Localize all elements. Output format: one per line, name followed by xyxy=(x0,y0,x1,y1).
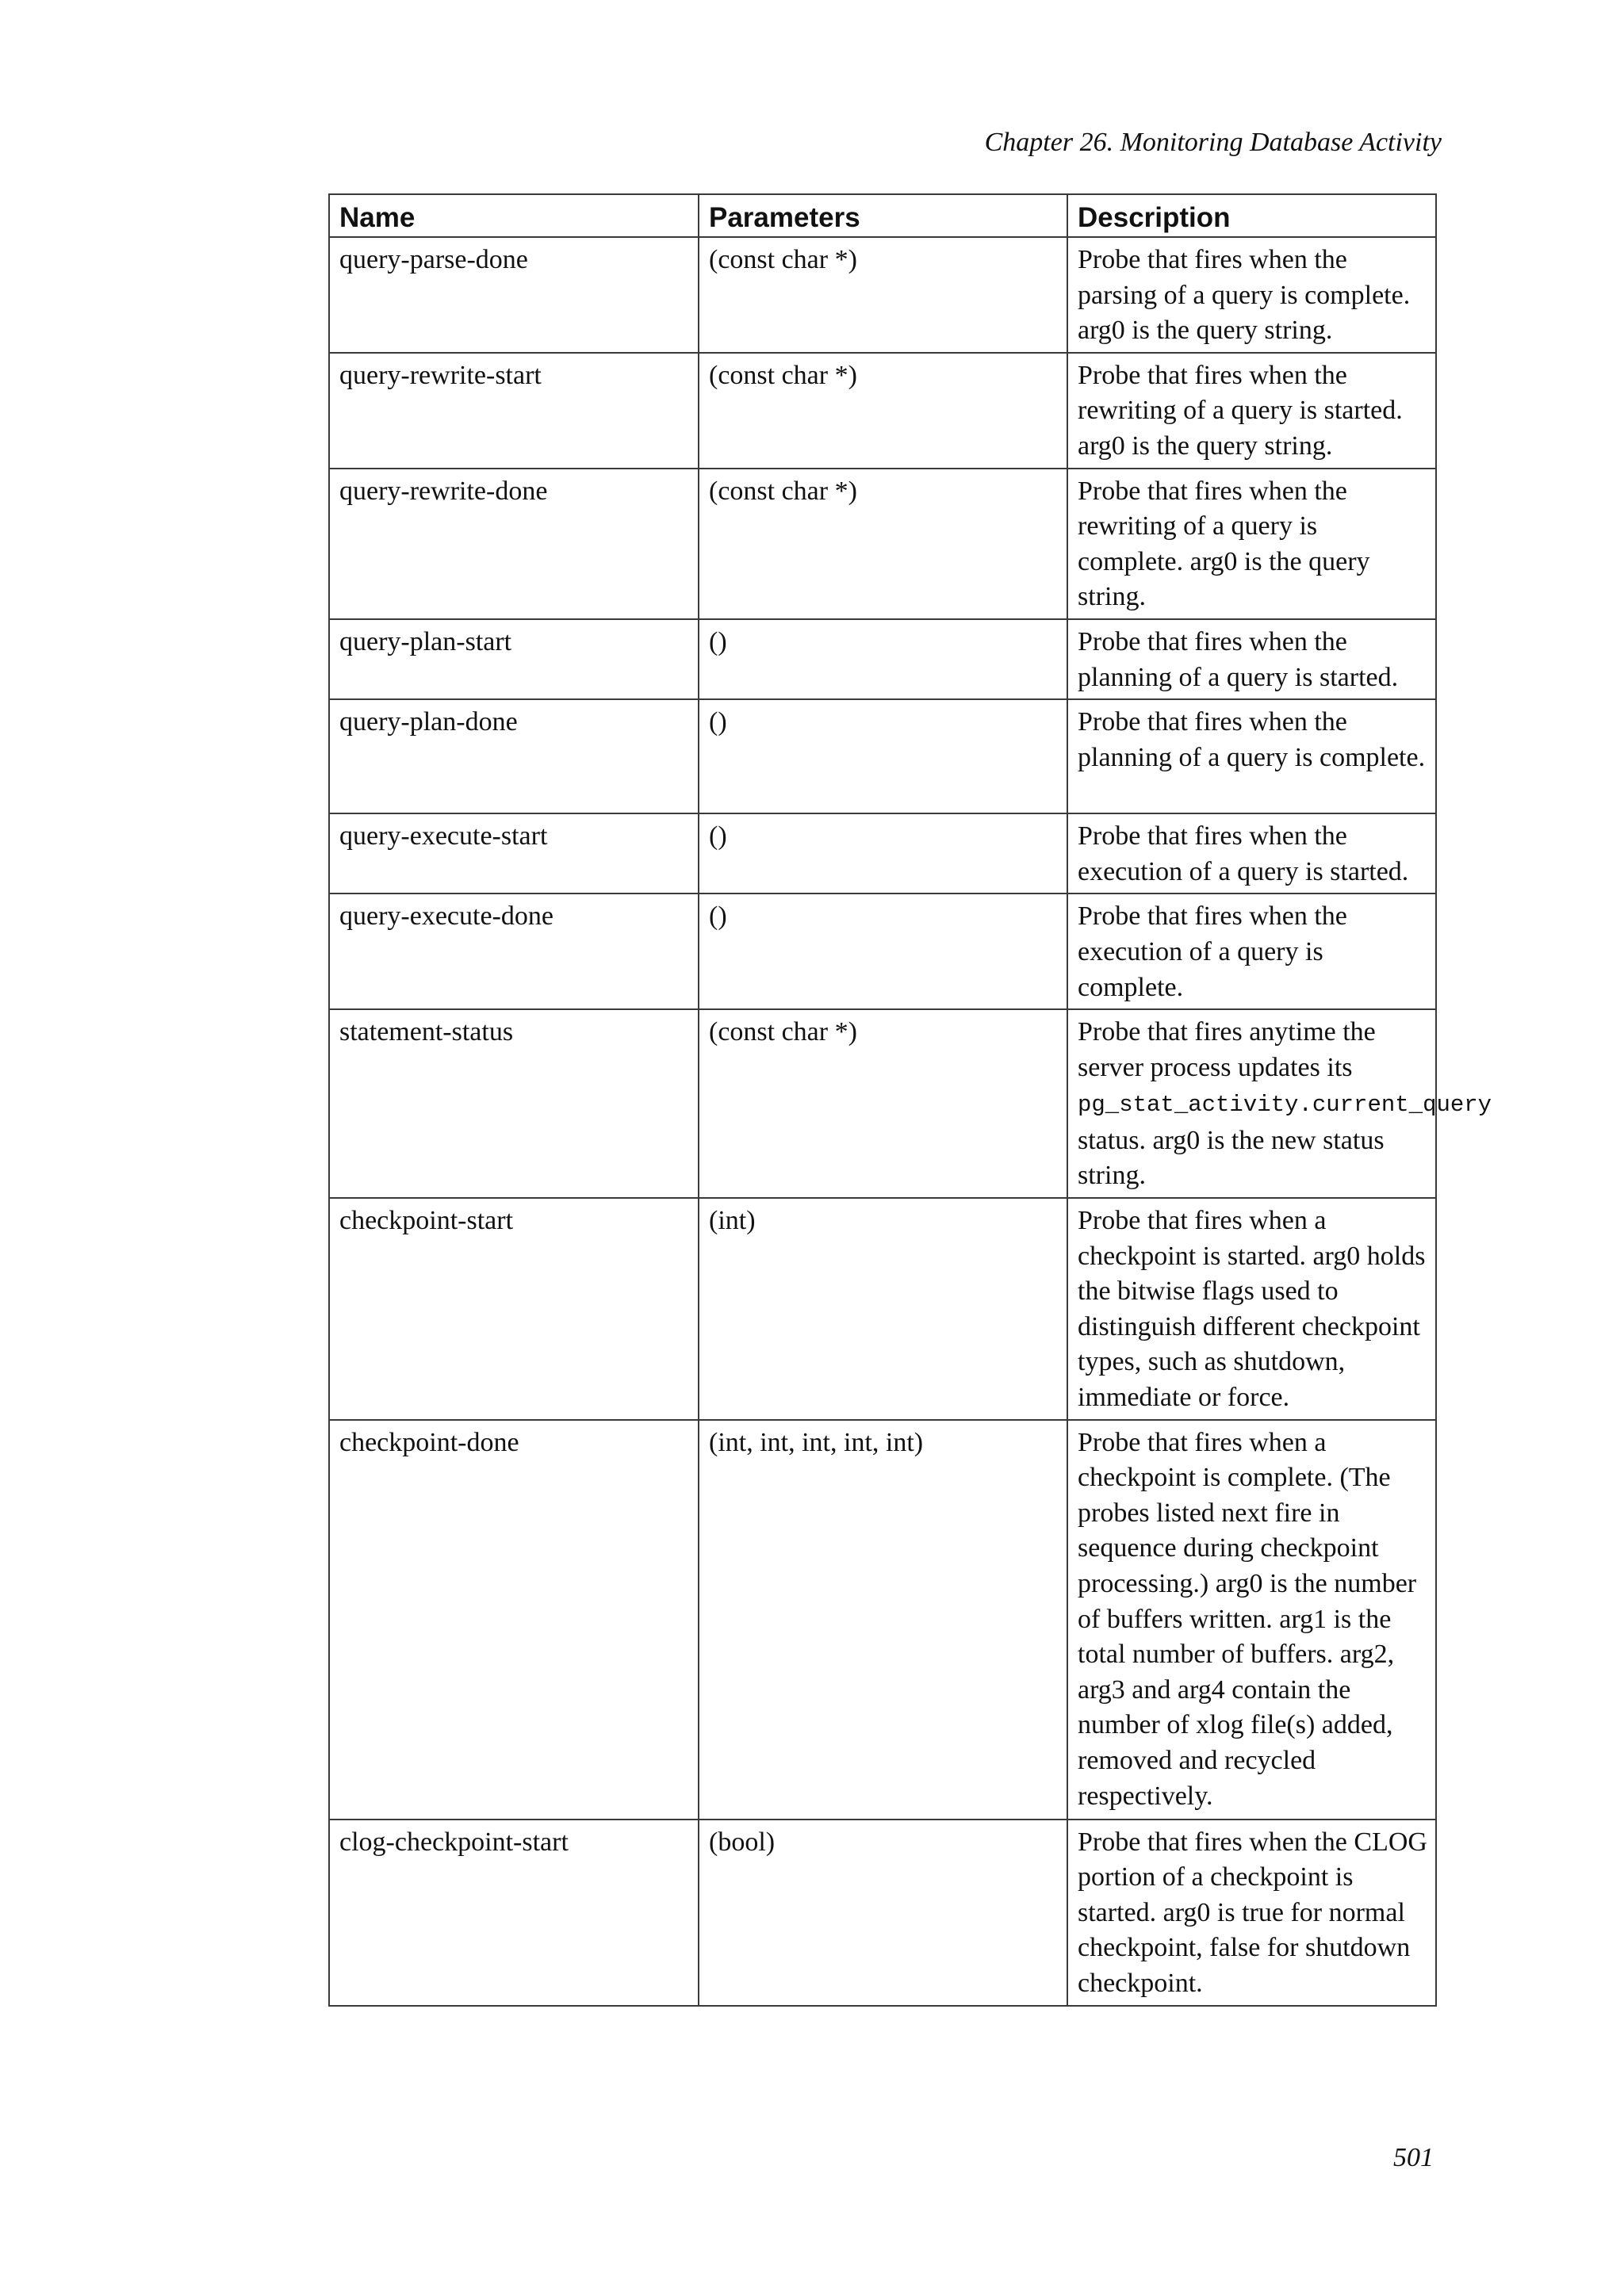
cell-name: query-plan-done xyxy=(329,699,699,813)
cell-name: clog-checkpoint-start xyxy=(329,1820,699,2006)
table-row xyxy=(329,619,1436,699)
cell-params: () xyxy=(699,813,1067,894)
table-row xyxy=(329,1198,1436,1420)
cell-description: Probe that fires when a checkpoint is started. arg0 holds the bitwise flags used to distinguish different checkpoint types, such as shutdown, immediate or force. xyxy=(1067,1198,1436,1420)
cell-name: query-execute-done xyxy=(329,894,699,1009)
cell-params: (bool) xyxy=(699,1820,1067,2006)
cell-params: () xyxy=(699,699,1067,813)
cell-description: Probe that fires when the CLOG portion of a checkpoint is started. arg0 is true for normal checkpoint, false for shutdown checkpoint. xyxy=(1067,1820,1436,2006)
description-text: status. arg0 is the new status string. xyxy=(1078,1125,1385,1191)
column-header-name: Name xyxy=(329,194,699,237)
cell-description: Probe that fires when the rewriting of a query is started. arg0 is the query string. xyxy=(1067,353,1436,469)
cell-name: query-rewrite-start xyxy=(329,353,699,469)
cell-name: statement-status xyxy=(329,1009,699,1198)
cell-description: Probe that fires when the rewriting of a query is complete. arg0 is the query string. xyxy=(1067,469,1436,619)
table-row xyxy=(329,894,1436,1009)
table-row xyxy=(329,237,1436,353)
cell-params: (const char *) xyxy=(699,353,1067,469)
cell-params: (const char *) xyxy=(699,469,1067,619)
cell-params: (const char *) xyxy=(699,1009,1067,1198)
cell-description: Probe that fires when the parsing of a query is complete. arg0 is the query string. xyxy=(1067,237,1436,353)
probe-table xyxy=(328,193,1492,2007)
cell-params: (int) xyxy=(699,1198,1067,1420)
column-header-description: Description xyxy=(1067,194,1436,237)
cell-description: Probe that fires when a checkpoint is complete. (The probes listed next fire in sequence during checkpoint processing.) arg0 is the number of buffers written. arg1 is the total number of buffers. arg2, arg3 and arg4 contain the number of xlog file(s) added, removed and recycled respectively. xyxy=(1067,1420,1436,1820)
cell-name: checkpoint-start xyxy=(329,1198,699,1420)
table-header-row xyxy=(329,194,1436,237)
table-row xyxy=(329,1420,1436,1820)
cell-params: () xyxy=(699,894,1067,1009)
table-row xyxy=(329,353,1436,469)
code-literal: pg_stat_activity.current_query xyxy=(1078,1092,1492,1119)
cell-name: checkpoint-done xyxy=(329,1420,699,1820)
table-row xyxy=(329,469,1436,619)
table-row xyxy=(329,699,1436,813)
cell-description: Probe that fires when the planning of a query is started. xyxy=(1067,619,1436,699)
description-text: Probe that fires anytime the server process updates its xyxy=(1078,1017,1376,1082)
running-header: Chapter 26. Monitoring Database Activity xyxy=(984,128,1442,157)
cell-description: Probe that fires when the execution of a query is started. xyxy=(1067,813,1436,894)
cell-description xyxy=(1067,1009,1492,1198)
cell-params: (int, int, int, int, int) xyxy=(699,1420,1067,1820)
table-row xyxy=(329,813,1436,894)
cell-description: Probe that fires when the execution of a query is complete. xyxy=(1067,894,1436,1009)
cell-params: (const char *) xyxy=(699,237,1067,353)
cell-name: query-rewrite-done xyxy=(329,469,699,619)
table-row xyxy=(329,1820,1436,2006)
column-header-parameters: Parameters xyxy=(699,194,1067,237)
cell-description: Probe that fires when the planning of a query is complete. xyxy=(1067,699,1436,813)
page-number: 501 xyxy=(1393,2143,1434,2172)
cell-name: query-execute-start xyxy=(329,813,699,894)
cell-params: () xyxy=(699,619,1067,699)
cell-name: query-parse-done xyxy=(329,237,699,353)
cell-name: query-plan-start xyxy=(329,619,699,699)
table-row xyxy=(329,1009,1436,1198)
